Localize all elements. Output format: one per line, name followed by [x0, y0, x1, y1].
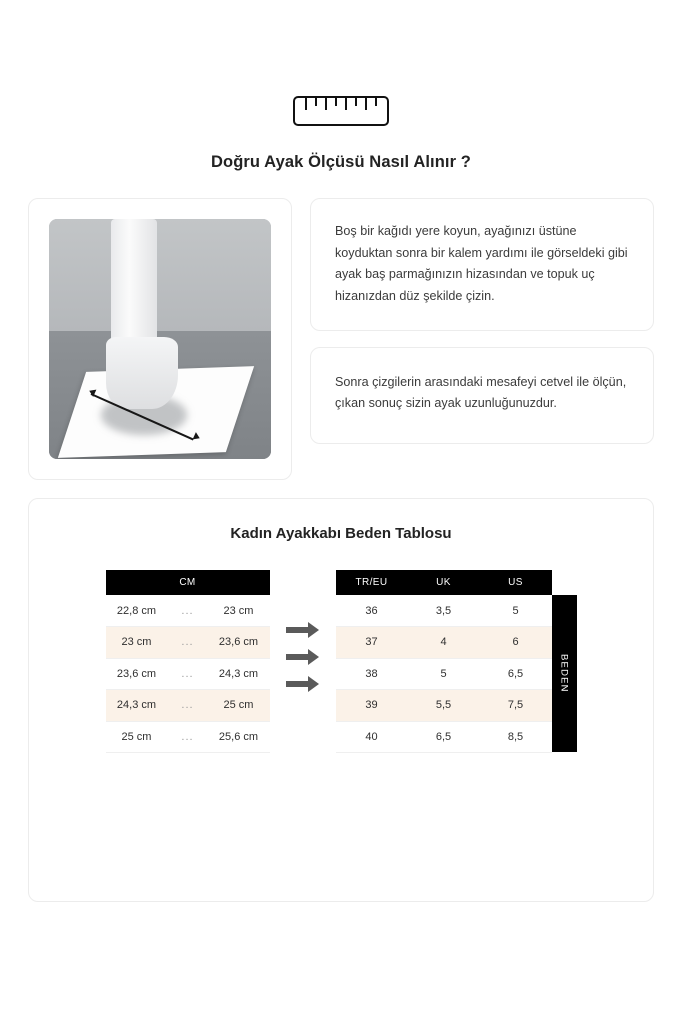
- cm-sep: ...: [168, 721, 208, 753]
- size-tr-eu: 37: [336, 627, 408, 659]
- table-row: [336, 595, 552, 627]
- conversion-arrows: [286, 622, 320, 692]
- cm-to: 23 cm: [208, 595, 270, 627]
- cm-to: 24,3 cm: [208, 658, 270, 690]
- page-title: Doğru Ayak Ölçüsü Nasıl Alınır ?: [211, 153, 471, 171]
- size-tr-eu: 39: [336, 690, 408, 722]
- size-uk: 5,5: [408, 690, 480, 722]
- cm-from: 22,8 cm: [106, 595, 168, 627]
- size-uk: 5: [408, 658, 480, 690]
- cm-from: 25 cm: [106, 721, 168, 753]
- size-uk: 6,5: [408, 721, 480, 753]
- size-us: 6: [480, 627, 552, 659]
- illustration-card: [28, 198, 292, 480]
- table-row: [336, 690, 552, 722]
- cm-table-header: CM: [106, 570, 270, 595]
- size-uk: 4: [408, 627, 480, 659]
- size-tables: [29, 570, 653, 753]
- table-row: [106, 658, 270, 690]
- foot-measure-photo: [49, 219, 271, 459]
- cm-from: 23,6 cm: [106, 658, 168, 690]
- size-header-tr-eu: TR/EU: [336, 570, 408, 595]
- size-tr-eu: 40: [336, 721, 408, 753]
- instructions-section: [28, 198, 654, 480]
- table-row: [106, 690, 270, 722]
- size-header-us: US: [480, 570, 552, 595]
- size-tr-eu: 38: [336, 658, 408, 690]
- table-row: [336, 658, 552, 690]
- beden-side-label-text: BEDEN: [558, 654, 570, 693]
- cm-from: 24,3 cm: [106, 690, 168, 722]
- size-uk: 3,5: [408, 595, 480, 627]
- cm-to: 23,6 cm: [208, 627, 270, 659]
- table-row: [336, 721, 552, 753]
- size-chart-card: [28, 498, 654, 902]
- ruler-icon-wrap: [0, 96, 682, 126]
- cm-sep: ...: [168, 690, 208, 722]
- table-row: [336, 627, 552, 659]
- cm-table: [106, 570, 270, 753]
- size-header-uk: UK: [408, 570, 480, 595]
- size-us: 8,5: [480, 721, 552, 753]
- table-row: [106, 595, 270, 627]
- table-row: [106, 721, 270, 753]
- size-us: 5: [480, 595, 552, 627]
- cm-to: 25 cm: [208, 690, 270, 722]
- size-us: 7,5: [480, 690, 552, 722]
- cm-sep: ...: [168, 658, 208, 690]
- cm-to: 25,6 cm: [208, 721, 270, 753]
- instruction-card-2: Sonra çizgilerin arasındaki mesafeyi cetvel ile ölçün, çıkan sonuç sizin ayak uzunluğunuzdur.: [310, 347, 654, 444]
- size-tr-eu: 36: [336, 595, 408, 627]
- arrow-right-icon: [286, 622, 320, 638]
- table-row: [106, 627, 270, 659]
- cm-sep: ...: [168, 595, 208, 627]
- instruction-card-1: Boş bir kağıdı yere koyun, ayağınızı üstüne koyduktan sonra bir kalem yardımı ile görseldeki gibi ayak baş parmağınızın hizasından ve topuk uç hizanızdan düz şekilde çizin.: [310, 198, 654, 331]
- size-table: [336, 570, 552, 753]
- arrow-right-icon: [286, 676, 320, 692]
- cm-sep: ...: [168, 627, 208, 659]
- ruler-icon: [293, 96, 389, 126]
- size-us: 6,5: [480, 658, 552, 690]
- instruction-text-column: [310, 198, 654, 444]
- size-chart-title: Kadın Ayakkabı Beden Tablosu: [230, 525, 452, 542]
- beden-side-label: [552, 595, 577, 752]
- cm-from: 23 cm: [106, 627, 168, 659]
- arrow-right-icon: [286, 649, 320, 665]
